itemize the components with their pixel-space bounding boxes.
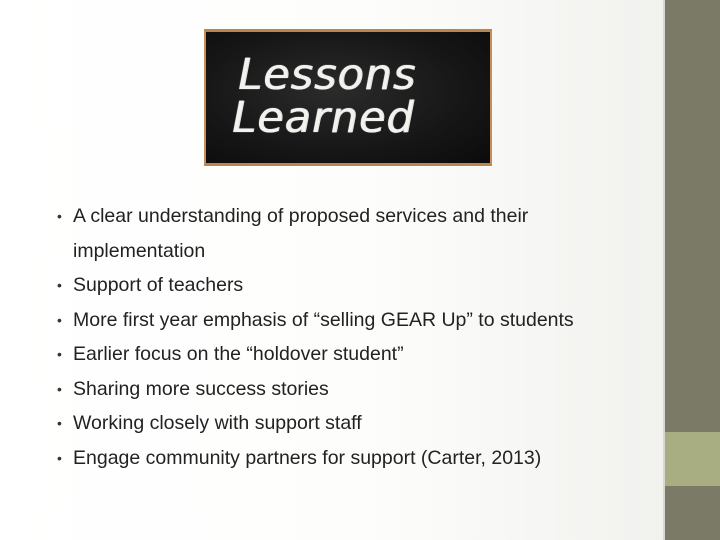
bullet-dot-icon: • [57,415,62,431]
bullet-item [57,441,657,476]
sidebar-accent-block [665,432,720,486]
bullet-item-continuation [57,234,657,269]
bullet-dot-icon: • [57,208,62,224]
bullet-item [57,199,657,234]
chalkboard-text-line-1: Lessons [238,50,417,100]
bullet-item [57,268,657,303]
bullet-dot-icon: • [57,346,62,362]
bullet-text: Working closely with support staff [73,412,362,434]
bullet-text: Sharing more success stories [73,377,329,400]
bullet-text: implementation [73,239,206,262]
bullet-dot-icon: • [57,277,62,293]
bullet-text: Engage community partners for support (Carter, 2013) [73,446,542,469]
chalkboard-text-line-2: Learned [232,93,415,143]
bullet-text: Earlier focus on the “holdover student” [73,343,404,365]
bullet-text: More first year emphasis of “selling GEAR Up” to students [73,308,574,331]
bullet-item [57,372,657,407]
bullet-dot-icon: • [57,311,62,328]
bullet-text: A clear understanding of proposed services and their [73,205,529,227]
bullet-list [57,199,657,475]
bullet-item [57,406,657,441]
bullet-item [57,337,657,372]
bullet-item [57,303,657,338]
bullet-dot-icon: • [57,449,62,466]
lessons-learned-chalkboard-image [204,29,492,166]
bullet-dot-icon: • [57,380,62,397]
bullet-text: Support of teachers [73,274,244,296]
